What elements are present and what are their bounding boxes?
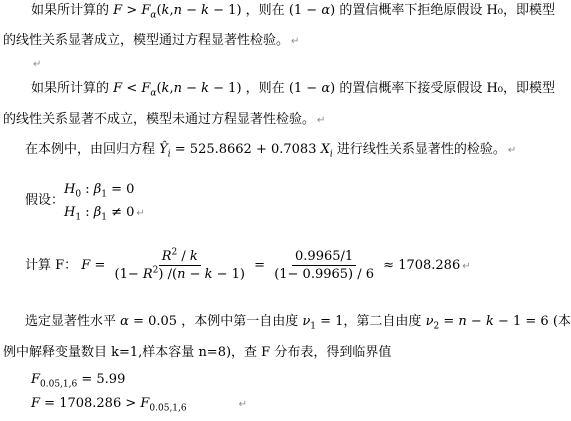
text: (本 [552, 314, 571, 329]
text: 计算 F： [25, 258, 78, 273]
nu2-value: $\nu_2 = n - k - 1 = 6$ [425, 314, 549, 332]
equals-sign: = [254, 258, 266, 273]
critical-value: $F_{0.05,1,6} = 5.99$ [31, 372, 126, 390]
formula-f-less: $F < F_\alpha(k,n - k - 1)$ [113, 81, 242, 99]
formula-confidence: (1 − α) [288, 3, 336, 18]
text: 在本例中，由回归方程 [25, 142, 156, 157]
degrees-of-freedom-line2 [3, 345, 391, 361]
formula-f-greater: $F > F_\alpha(k,n - k - 1)$ [113, 3, 242, 21]
paragraph-accept-line2 [3, 112, 325, 129]
paragraph-mark-icon: ↵ [238, 399, 248, 410]
fraction-general: $\frac{R^2 / k}{(1- R^2) /(n - k - 1)}$ [114, 247, 245, 282]
regression-equation-line [25, 142, 516, 159]
paragraph-reject-line1 [31, 3, 555, 19]
paragraph-accept-line1 [31, 81, 555, 97]
blank-line [31, 56, 41, 73]
text: 如果所计算的 [31, 81, 110, 96]
text: 的置信概率下接受原假设 H₀，即模型 [339, 81, 555, 96]
paragraph-mark-icon: ↵ [136, 208, 145, 219]
paragraph-mark-icon: ↵ [33, 59, 42, 70]
text: 的置信概率下拒绝原假设 H₀，即模型 [339, 3, 555, 18]
text: ，则在 [245, 81, 285, 96]
text: 的线性关系显著不成立，模型未通过方程显著性检验。 [3, 112, 316, 127]
hypothesis-label [25, 193, 64, 209]
hypothesis-h0: $H_0$ : $\beta_1 = 0$ [64, 182, 135, 200]
hypothesis-h1: $H_1$ : $\beta_1 \ne 0$ ↵ [64, 205, 145, 223]
nu1-value: $\nu_1 = 1$ [302, 314, 344, 332]
text: 如果所计算的 [31, 3, 110, 18]
denominator: (1− 0.9965) / 6 [274, 267, 375, 282]
text: 选定显著性水平 [25, 314, 117, 329]
f-calculation-line [25, 248, 471, 285]
text: ，第二自由度 [343, 314, 422, 329]
formula-confidence: (1 − α) [288, 81, 336, 96]
f-result: ≈ 1708.286 [383, 258, 461, 273]
paragraph-mark-icon: ↵ [317, 115, 326, 126]
paragraph-mark-icon: ↵ [291, 36, 300, 47]
text: 例中解释变量数目 k=1,样本容量 n=8)，查 F 分布表，得到临界值 [3, 345, 392, 360]
text: 进行线性关系显著性的检验。 [336, 142, 506, 157]
numerator: 0.9965/1 [292, 249, 356, 266]
alpha-value: α = 0.05 [120, 314, 178, 329]
f-comparison: $F = 1708.286 > F_{0.05,1,6}$ ↵ [31, 396, 248, 414]
paragraph-mark-icon: ↵ [507, 145, 517, 156]
regression-equation: $Ŷ_i = 525.8662 + 0.7083$ $X_i$ [159, 142, 333, 160]
paragraph-mark-icon: ↵ [462, 261, 471, 272]
f-formula: F = [81, 258, 106, 273]
text: 假设： [25, 193, 65, 208]
paragraph-reject-line2 [3, 33, 299, 50]
fraction-numeric [271, 249, 377, 282]
text: 的线性关系显著成立，模型通过方程显著性检验。 [3, 33, 290, 48]
text: ，则在 [245, 3, 285, 18]
text: ，本例中第一自由度 [181, 314, 299, 329]
degrees-of-freedom-line1 [25, 314, 571, 330]
